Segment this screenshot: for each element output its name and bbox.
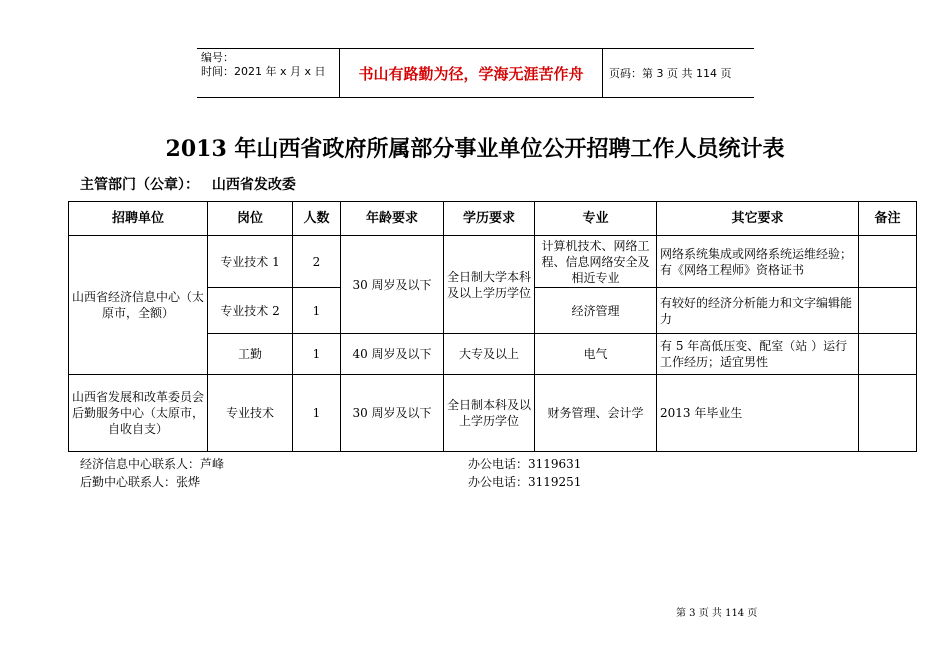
unit-cell: 山西省发展和改革委员会后勤服务中心（太原市，自收自支） [69, 375, 208, 452]
header-cell-note: 备注 [859, 202, 917, 236]
document-header [197, 48, 754, 98]
note-cell [859, 334, 917, 375]
header-cell-unit: 招聘单位 [69, 202, 208, 236]
note-cell [859, 288, 917, 334]
contact-phone: 办公电话：3119631 [468, 457, 582, 471]
contact-person: 经济信息中心联系人：芦峰 [80, 457, 225, 471]
count-cell: 1 [293, 334, 341, 375]
contact-row [80, 473, 581, 491]
page-footer: 第 3 页 共 114 页 [676, 608, 758, 619]
education-cell: 全日制大学本科及以上学历学位 [444, 236, 535, 334]
department-value: 山西省发改委 [211, 177, 296, 193]
note-cell [859, 236, 917, 288]
major-cell: 财务管理、会计学 [535, 375, 657, 452]
table-header-row [69, 202, 917, 236]
note-cell [859, 375, 917, 452]
count-cell: 2 [293, 236, 341, 288]
header-cell-major: 专业 [535, 202, 657, 236]
count-cell: 1 [293, 288, 341, 334]
education-cell: 大专及以上 [444, 334, 535, 375]
contacts [80, 455, 581, 491]
post-cell: 工勤 [208, 334, 293, 375]
major-cell: 电气 [535, 334, 657, 375]
page-title: 2013 年山西省政府所属部分事业单位公开招聘工作人员统计表 [165, 136, 785, 162]
contact-row [80, 455, 581, 473]
department-label: 主管部门（公章）： [80, 177, 199, 193]
post-cell: 专业技术 1 [208, 236, 293, 288]
table-row [69, 236, 917, 288]
count-cell: 1 [293, 375, 341, 452]
contact-phone: 办公电话：3119251 [468, 475, 582, 489]
header-meta [197, 49, 340, 97]
page-code: 页码：第 3 页 共 114 页 [609, 67, 732, 80]
time-label: 时间：2021 年 x 月 x 日 [201, 65, 326, 78]
department-line [80, 174, 296, 194]
table-row [69, 375, 917, 452]
header-cell-post: 岗位 [208, 202, 293, 236]
other-cell: 2013 年毕业生 [657, 375, 859, 452]
unit-cell: 山西省经济信息中心（太原市，全额） [69, 236, 208, 375]
header-cell-other: 其它要求 [657, 202, 859, 236]
age-cell: 30 周岁及以下 [341, 236, 444, 334]
age-cell: 30 周岁及以下 [341, 375, 444, 452]
age-cell: 40 周岁及以下 [341, 334, 444, 375]
other-cell: 有 5 年高低压变、配室（站 ）运行工作经历；适宜男性 [657, 334, 859, 375]
recruitment-table [68, 201, 917, 452]
header-cell-age: 年龄要求 [341, 202, 444, 236]
header-cell-education: 学历要求 [444, 202, 535, 236]
header-cell-count: 人数 [293, 202, 341, 236]
post-cell: 专业技术 2 [208, 288, 293, 334]
post-cell: 专业技术 [208, 375, 293, 452]
major-cell: 经济管理 [535, 288, 657, 334]
other-cell: 网络系统集成或网络系统运维经验； 有《网络工程师》资格证书 [657, 236, 859, 288]
education-cell: 全日制本科及以上学历学位 [444, 375, 535, 452]
contact-person: 后勤中心联系人：张烨 [80, 475, 201, 489]
motto: 书山有路勤为径，学海无涯苦作舟 [340, 49, 603, 97]
other-cell: 有较好的经济分析能力和文字编辑能力 [657, 288, 859, 334]
major-cell: 计算机技术、网络工程、信息网络安全及相近专业 [535, 236, 657, 288]
number-label: 编号： [201, 51, 234, 64]
